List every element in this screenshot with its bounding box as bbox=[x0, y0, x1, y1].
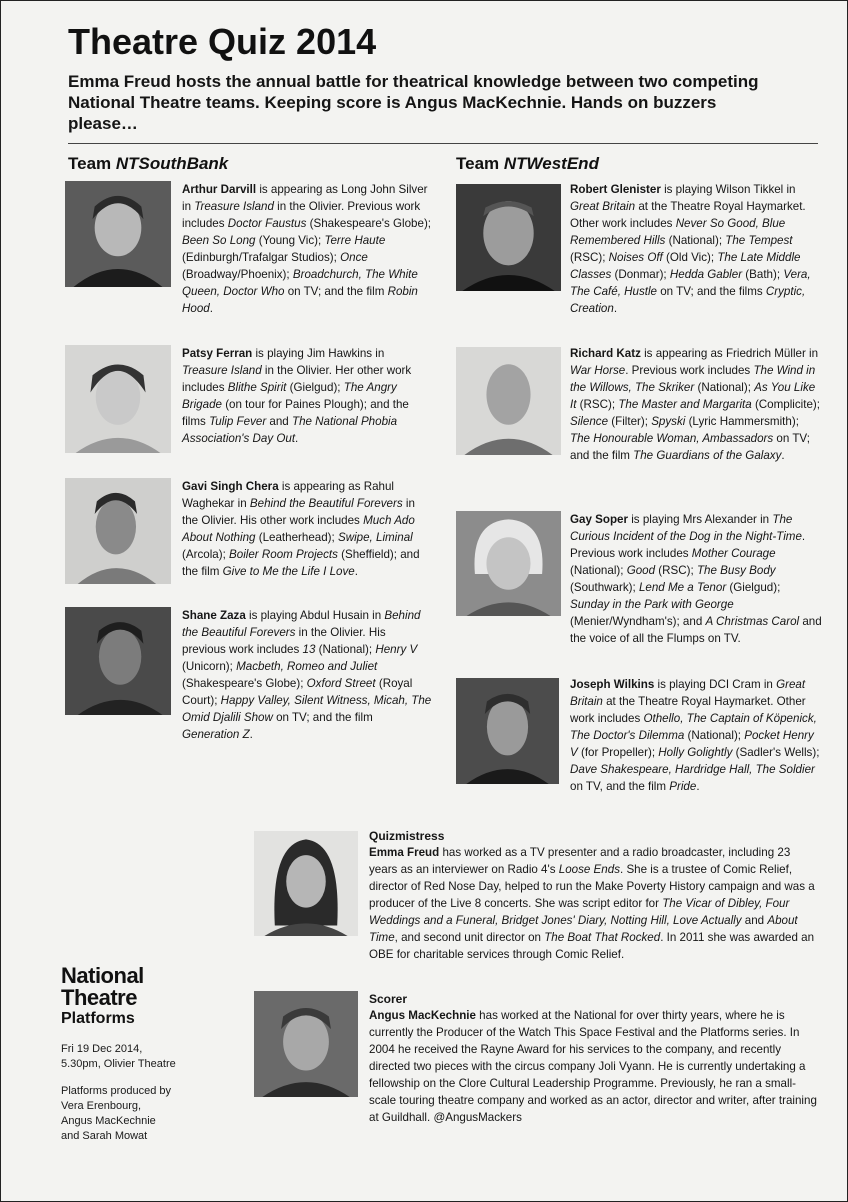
title-text: Behind the Beautiful Forevers bbox=[182, 609, 421, 639]
member-bio bbox=[182, 345, 432, 447]
bio-text: is playing Abdul Husain in bbox=[245, 609, 385, 622]
bio-text: . bbox=[209, 302, 213, 315]
team-name: NTWestEnd bbox=[503, 154, 599, 173]
title-text: Blithe Spirit bbox=[227, 381, 287, 394]
bio-text: is playing Mrs Alexander in bbox=[628, 513, 773, 526]
event-date: Fri 19 Dec 2014, bbox=[61, 1043, 143, 1055]
bio-text: on TV, and the film bbox=[570, 780, 670, 793]
bio-text: . bbox=[613, 302, 618, 315]
bio-text: (National); bbox=[665, 234, 726, 247]
bio-text: in the Olivier. Previous work includes bbox=[182, 200, 421, 230]
title-text: The Tempest bbox=[725, 234, 793, 247]
title-text: Noises Off bbox=[608, 251, 663, 264]
title-text: Dave Shakespeare, Hardridge Hall, The Soldier bbox=[570, 763, 815, 776]
bio-text: . She is a trustee of Comic Relief, director of Red Nose Day, helped to run the Make Poverty History campaign and was a producer of the Live 8 concerts. She was script editor for bbox=[369, 863, 815, 910]
bio-text: and bbox=[741, 914, 768, 927]
title-text: Happy Valley, Silent Witness, Micah, The Omid Djalili Show bbox=[182, 694, 432, 724]
bio-text: (National); bbox=[694, 381, 755, 394]
title-text: About Time bbox=[369, 914, 798, 944]
host-bio bbox=[369, 991, 821, 1126]
bio-text: (Gielgud); bbox=[726, 581, 781, 594]
bio-text: at the Theatre Royal Haymarket. Other work includes bbox=[570, 200, 806, 230]
headshot-photo bbox=[65, 181, 171, 287]
member-bio bbox=[570, 345, 822, 464]
bio-text: (Sadler's Wells); bbox=[732, 746, 820, 759]
production-credits bbox=[61, 1084, 241, 1144]
member-name: Gavi Singh Chera bbox=[182, 480, 279, 493]
headshot-photo bbox=[456, 347, 561, 455]
member-bio bbox=[182, 181, 432, 317]
host-bio bbox=[369, 828, 821, 963]
title-text: The Curious Incident of the Dog in the Night-Time bbox=[570, 513, 802, 543]
bio-text: . bbox=[354, 565, 358, 578]
bio-text: is playing Jim Hawkins in bbox=[252, 347, 385, 360]
bio-text: is appearing as Friedrich Müller in bbox=[640, 347, 819, 360]
title-text: Lend Me a Tenor bbox=[638, 581, 727, 594]
member-bio bbox=[182, 607, 432, 743]
title-text: Spyski bbox=[651, 415, 686, 428]
bio-text: on TV; and the film bbox=[284, 285, 388, 298]
bio-text: (RSC); bbox=[655, 564, 697, 577]
title-text: Henry V bbox=[375, 643, 418, 656]
team-heading-westend bbox=[456, 154, 599, 174]
credits-line: Vera Erenbourg, bbox=[61, 1100, 142, 1112]
title-text: Swipe, Liminal bbox=[337, 531, 413, 544]
title-text: Vera, The Café, Hustle bbox=[570, 268, 811, 298]
bio-text: (Menier/Wyndham's); and bbox=[570, 615, 706, 628]
title-text: Tulip Fever bbox=[209, 415, 267, 428]
bio-text: (Unicorn); bbox=[182, 660, 237, 673]
bio-text: (Royal Court); bbox=[182, 677, 413, 707]
title-text: The Late Middle Classes bbox=[570, 251, 801, 281]
title-text: Boiler Room Projects bbox=[229, 548, 338, 561]
bio-text: (Edinburgh/Trafalgar Studios); bbox=[182, 251, 341, 264]
headshot-photo bbox=[456, 511, 561, 616]
title-text: War Horse bbox=[570, 364, 626, 377]
bio-text: (National); bbox=[684, 729, 745, 742]
title-text: Mother Courage bbox=[691, 547, 776, 560]
title-text: A Christmas Carol bbox=[705, 615, 800, 628]
bio-text: . In 2011 she was awarded an OBE for charitable services through Comic Relief. bbox=[369, 931, 815, 961]
title-text: Much Ado About Nothing bbox=[182, 514, 415, 544]
bio-text: . bbox=[781, 449, 785, 462]
bio-text: (Bath); bbox=[742, 268, 784, 281]
title-text: The Master and Margarita bbox=[618, 398, 752, 411]
member-bio bbox=[570, 181, 822, 317]
bio-text: . Previous work includes bbox=[570, 530, 806, 560]
title-text: Terre Haute bbox=[324, 234, 386, 247]
bio-text: is appearing as Long John Silver in bbox=[182, 183, 428, 213]
title-text: Loose Ends bbox=[558, 863, 620, 876]
member-name: Gay Soper bbox=[570, 513, 628, 526]
member-name: Shane Zaza bbox=[182, 609, 246, 622]
title-text: Robin Hood bbox=[182, 285, 418, 315]
bio-text: in the Olivier. His previous work includes bbox=[182, 626, 386, 656]
bio-text: (Old Vic); bbox=[662, 251, 718, 264]
credits-line: Platforms produced by bbox=[61, 1085, 172, 1097]
member-bio bbox=[182, 478, 432, 580]
team-label: Team bbox=[456, 154, 504, 173]
member-name: Patsy Ferran bbox=[182, 347, 253, 360]
bio-text: is playing Wilson Tikkel in bbox=[660, 183, 796, 196]
title-text: Good bbox=[626, 564, 656, 577]
bio-text: (Broadway/Phoenix); bbox=[182, 268, 293, 281]
host-name: Emma Freud bbox=[369, 846, 440, 859]
bio-text: (Arcola); bbox=[182, 548, 230, 561]
page-title: Theatre Quiz 2014 bbox=[68, 21, 377, 62]
title-text: Doctor Faustus bbox=[227, 217, 307, 230]
headshot-photo bbox=[456, 678, 559, 784]
headshot-photo bbox=[65, 478, 171, 584]
title-text: The Boat That Rocked bbox=[544, 931, 661, 944]
member-name: Joseph Wilkins bbox=[570, 678, 655, 691]
bio-text: (RSC); bbox=[576, 398, 619, 411]
title-text: Cryptic, Creation bbox=[570, 285, 806, 315]
bio-text: (Shakespeare's Globe); bbox=[182, 677, 307, 690]
title-text: Othello, The Captain of Köpenick, The Doctor's Dilemma bbox=[570, 712, 817, 742]
bio-text: , and second unit director on bbox=[394, 931, 545, 944]
bio-text: and the voice of all the Flumps on TV. bbox=[570, 615, 822, 645]
title-text: The Vicar of Dibley, Four Weddings and a Funeral, Bridget Jones' Diary, Notting Hill, Love Actually bbox=[369, 897, 790, 927]
member-name: Arthur Darvill bbox=[182, 183, 257, 196]
event-details bbox=[61, 1042, 241, 1072]
bio-text: on TV; and the film bbox=[272, 711, 373, 724]
member-name: Richard Katz bbox=[570, 347, 641, 360]
title-text: Oxford Street bbox=[306, 677, 376, 690]
title-text: The Guardians of the Galaxy bbox=[633, 449, 782, 462]
bio-text: (on tour for Paines Plough); and the films bbox=[182, 398, 409, 428]
bio-text: (Complicite); bbox=[751, 398, 821, 411]
bio-text: (Young Vic); bbox=[255, 234, 325, 247]
title-text: Pride bbox=[669, 780, 697, 793]
title-text: Silence bbox=[570, 415, 609, 428]
title-text: Broadchurch, The White Queen, Doctor Who bbox=[182, 268, 418, 298]
bio-text: (Gielgud); bbox=[286, 381, 344, 394]
host-name: Angus MacKechnie bbox=[369, 1009, 476, 1022]
title-text: The Honourable Woman, Ambassadors bbox=[570, 432, 774, 445]
bio-text: (Donmar); bbox=[611, 268, 670, 281]
member-bio bbox=[570, 511, 822, 647]
bio-text: (Shakespeare's Globe); bbox=[306, 217, 432, 230]
bio-text: . Previous work includes bbox=[625, 364, 754, 377]
event-time-venue: 5.30pm, Olivier Theatre bbox=[61, 1058, 176, 1070]
headshot-photo bbox=[456, 184, 561, 291]
bio-text: (Sheffield); and the film bbox=[182, 548, 420, 578]
title-text: Once bbox=[340, 251, 368, 264]
title-text: Treasure Island bbox=[194, 200, 274, 213]
member-name: Robert Glenister bbox=[570, 183, 661, 196]
host-role: Quizmistress bbox=[369, 829, 445, 843]
bio-text: is appearing as Rahul Waghekar in bbox=[182, 480, 395, 510]
team-heading-southbank bbox=[68, 154, 228, 174]
logo-line: Theatre bbox=[61, 985, 137, 1010]
title-text: The National Phobia Association's Day Out bbox=[182, 415, 398, 445]
title-text: Great Britain bbox=[570, 678, 806, 708]
headshot-photo bbox=[65, 345, 171, 453]
logo-line: Platforms bbox=[61, 1010, 135, 1027]
bio-text: (Filter); bbox=[608, 415, 652, 428]
title-text: The Busy Body bbox=[696, 564, 776, 577]
headshot-photo bbox=[254, 991, 358, 1097]
title-text: Give to Me the Life I Love bbox=[222, 565, 355, 578]
title-text: The Angry Brigade bbox=[182, 381, 397, 411]
header-divider bbox=[68, 143, 818, 144]
bio-text: in the Olivier. His other work includes bbox=[182, 497, 415, 527]
logo-line: National bbox=[61, 963, 144, 988]
bio-text: (Lyric Hammersmith); bbox=[685, 415, 799, 428]
host-role: Scorer bbox=[369, 992, 408, 1006]
title-text: Great Britain bbox=[570, 200, 636, 213]
bio-text: on TV; and the film bbox=[570, 432, 810, 462]
title-text: Sunday in the Park with George bbox=[570, 598, 734, 611]
bio-text: (RSC); bbox=[570, 251, 609, 264]
title-text: Treasure Island bbox=[182, 364, 262, 377]
national-theatre-platforms-logo bbox=[61, 965, 211, 1029]
title-text: The Wind in the Willows, The Skriker bbox=[570, 364, 816, 394]
bio-text: (Southwark); bbox=[570, 581, 639, 594]
title-text: As You Like It bbox=[570, 381, 816, 411]
bio-text: (National); bbox=[315, 643, 376, 656]
team-name: NTSouthBank bbox=[115, 154, 229, 173]
title-text: Pocket Henry V bbox=[570, 729, 814, 759]
title-text: Macbeth, Romeo and Juliet bbox=[236, 660, 378, 673]
title-text: Holly Golightly bbox=[658, 746, 733, 759]
title-text: 13 bbox=[302, 643, 316, 656]
title-text: Never So Good, Blue Remembered Hills bbox=[570, 217, 786, 247]
bio-text: . bbox=[696, 780, 700, 793]
bio-text: in the Olivier. Her other work includes bbox=[182, 364, 412, 394]
team-label: Team bbox=[68, 154, 116, 173]
bio-text: has worked at the National for over thirty years, where he is currently the Producer of the Watch This Space Festival and the Platforms series. In 2004 he received the Rayne Award for his services to the company, and recently directed two pieces with the circus company Joli Vyann. He is currently undertaking a fellowship on the Clore Cultural Leadership Programme. Previously, he ran a small-scale touring theatre company and worked as an actor, director and writer, after training at Guildhall. @AngusMackers bbox=[369, 1009, 817, 1124]
member-bio bbox=[570, 676, 822, 795]
bio-text: (Leatherhead); bbox=[255, 531, 338, 544]
intro-text: Emma Freud hosts the annual battle for theatrical knowledge between two competing National Theatre teams. Keeping score is Angus MacKechnie. Hands on buzzers please… bbox=[68, 72, 759, 133]
bio-text: . bbox=[249, 728, 253, 741]
title-text: Been So Long bbox=[182, 234, 256, 247]
headshot-photo bbox=[254, 831, 358, 936]
credits-line: and Sarah Mowat bbox=[61, 1130, 148, 1142]
bio-text: has worked as a TV presenter and a radio broadcaster, including 23 years as an interviewer on Radio 4's bbox=[369, 846, 791, 876]
bio-text: on TV; and the films bbox=[657, 285, 766, 298]
bio-text: (National); bbox=[570, 564, 627, 577]
bio-text: is playing DCI Cram in bbox=[654, 678, 777, 691]
title-text: Generation Z bbox=[182, 728, 250, 741]
credits-line: Angus MacKechnie bbox=[61, 1115, 156, 1127]
bio-text: and bbox=[266, 415, 292, 428]
title-text: Hedda Gabler bbox=[669, 268, 743, 281]
bio-text: (for Propeller); bbox=[577, 746, 659, 759]
title-text: Behind the Beautiful Forevers bbox=[249, 497, 403, 510]
bio-text: . bbox=[295, 432, 299, 445]
bio-text: at the Theatre Royal Haymarket. Other work includes bbox=[570, 695, 806, 725]
headshot-photo bbox=[65, 607, 171, 715]
